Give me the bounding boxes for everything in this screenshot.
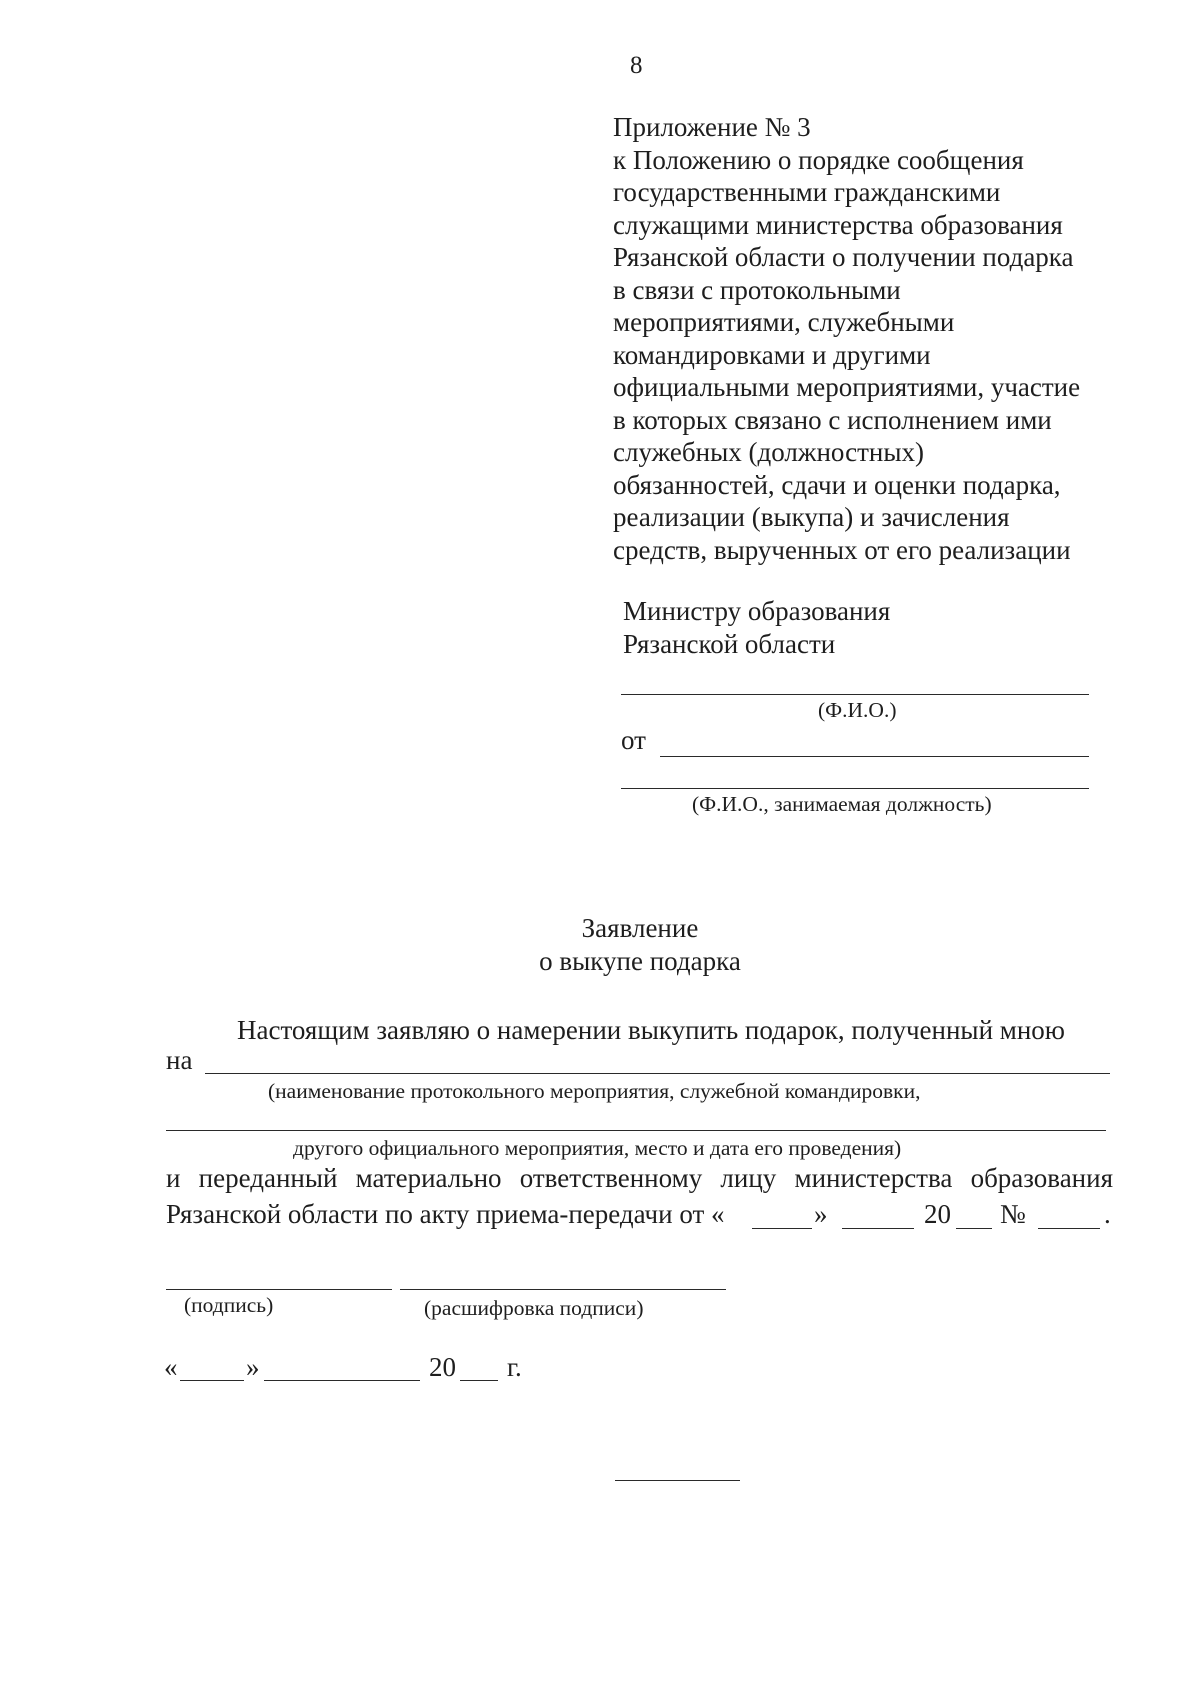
act-year-underline[interactable] <box>956 1228 992 1229</box>
appendix-line: государственными гражданскими <box>613 177 1001 207</box>
position-underline[interactable] <box>621 788 1089 789</box>
appendix-line: в которых связано с исполнением ими <box>613 404 1052 435</box>
intro-text: Настоящим заявляю о намерении выкупить подарок, полученный мною <box>237 1015 1065 1045</box>
appendix-line: командировками и другими <box>613 339 931 370</box>
signature-underline[interactable] <box>166 1289 392 1290</box>
addressee-block <box>623 595 890 661</box>
appendix-line: средств, вырученных от его реализации <box>613 534 1071 565</box>
date-year-underline[interactable] <box>460 1380 498 1381</box>
document-title <box>0 912 1200 978</box>
appendix-line: обязанностей, сдачи и оценки подарка, <box>613 469 1061 500</box>
fio-caption: (Ф.И.О.) <box>818 698 897 722</box>
title-line: Заявление <box>581 913 699 943</box>
signature-caption: (подпись) <box>184 1293 274 1317</box>
date-suffix: г. <box>507 1352 522 1382</box>
appendix-header <box>613 111 1080 566</box>
event-underline[interactable] <box>205 1073 1110 1074</box>
act-day-underline[interactable] <box>752 1228 812 1229</box>
appendix-line: Приложение № 3 <box>613 112 811 142</box>
date-year-prefix: 20 <box>429 1352 456 1382</box>
event-details-caption: другого официального мероприятия, место и дата его проведения) <box>293 1136 902 1160</box>
appendix-line: в связи с протокольными <box>613 274 901 305</box>
date-day-underline[interactable] <box>180 1380 244 1381</box>
event-details-underline[interactable] <box>166 1130 1106 1131</box>
appendix-line: мероприятиями, служебными <box>613 307 955 337</box>
signature-decode-caption: (расшифровка подписи) <box>424 1296 644 1320</box>
addressee-line: Рязанской области <box>623 629 836 659</box>
signature-decode-underline[interactable] <box>400 1289 726 1290</box>
date-close-quote: » <box>246 1352 260 1382</box>
act-number-sign: № <box>1000 1199 1026 1229</box>
date-open-quote: « <box>164 1352 178 1382</box>
from-label: от <box>621 725 646 755</box>
act-period: . <box>1104 1199 1111 1229</box>
from-caption: (Ф.И.О., занимаемая должность) <box>692 792 992 816</box>
appendix-line: Рязанской области о получении подарка <box>613 242 1074 272</box>
appendix-line: официальными мероприятиями, участие <box>613 372 1081 402</box>
appendix-line: служащими министерства образования <box>613 209 1063 240</box>
transfer-text: и переданный материально ответственному лицу министерства образования <box>166 1163 1113 1193</box>
title-line: о выкупе подарка <box>539 946 741 976</box>
addressee-line: Министру образования <box>623 596 891 626</box>
appendix-line: реализации (выкупа) и зачисления <box>613 502 1010 532</box>
from-underline[interactable] <box>660 756 1089 757</box>
page-number: 8 <box>630 52 643 79</box>
event-caption: (наименование протокольного мероприятия, служебной командировки, <box>268 1079 921 1103</box>
fio-underline[interactable] <box>621 694 1089 695</box>
act-prefix: Рязанской области по акту приема-передачи от « <box>166 1199 725 1229</box>
act-month-underline[interactable] <box>842 1228 914 1229</box>
closing-divider <box>615 1480 740 1481</box>
on-label: на <box>166 1045 193 1075</box>
appendix-line: к Положению о порядке сообщения <box>613 144 1024 175</box>
act-year-prefix: 20 <box>924 1199 951 1229</box>
date-month-underline[interactable] <box>264 1380 420 1381</box>
act-number-underline[interactable] <box>1038 1228 1100 1229</box>
appendix-line: служебных (должностных) <box>613 437 924 467</box>
act-quote-close: » <box>814 1199 828 1229</box>
